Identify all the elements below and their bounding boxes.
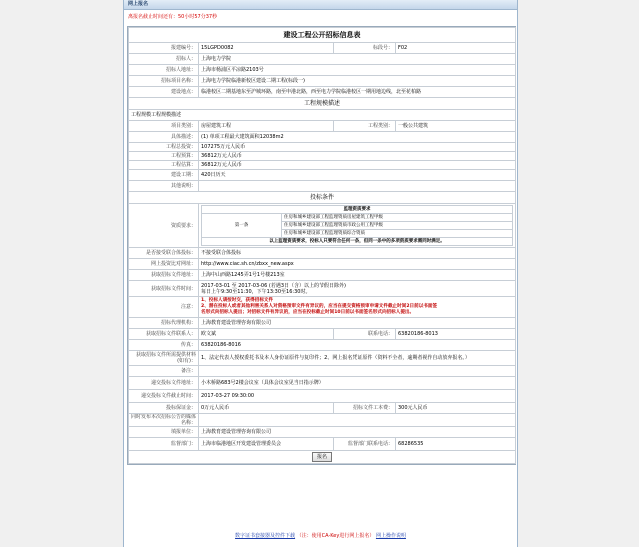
remark-label: 备注： [129, 366, 199, 377]
section-no-label: 标段号： [334, 43, 396, 54]
notice-label: 注意： [129, 297, 199, 318]
tel-value: 63820186-8013 [396, 329, 516, 340]
invest-label: 工程总投资： [129, 143, 199, 152]
location-value: 临港校区二期基地东至沪城环路，南至申港北路，西至电力学院临港校区一期用地边线，北至花柏路 [199, 87, 516, 98]
budget-value: 36812万元人民币 [199, 152, 516, 161]
qualification-item: 住房和城乡建设部工程监理资质综合资质 [282, 230, 513, 238]
submit-address-value: 小木桥路683号2楼会议室（具体会议室见当日指示牌） [199, 377, 516, 390]
tel-label: 联系电话： [334, 329, 396, 340]
qualification-group-label: 第一条 [202, 214, 282, 238]
section-no-value: F02 [396, 43, 516, 54]
other-value [199, 181, 516, 192]
content-label: 具体描述： [129, 132, 199, 143]
countdown-text: 离报名截止时间还有：50小时57分37秒 [128, 14, 218, 20]
tender-info-form [127, 26, 516, 465]
fee-value: 300元人民币 [396, 403, 516, 414]
agent-label: 招标代理机构： [129, 318, 199, 329]
notice-line: 名形式向招标人提出；对招标文件有异议的，应当在投标截止时间10日前以书面签名形式向招标人提出。 [201, 310, 415, 315]
tenderer-address-value: 上海市杨浦区平凉路2103号 [199, 65, 516, 76]
project-no-label: 报建编号： [129, 43, 199, 54]
other-label: 其他说明： [129, 181, 199, 192]
budget-label: 工程预算： [129, 152, 199, 161]
doc-time-label: 获取招标文件时间： [129, 281, 199, 297]
supervisor-tel-value: 68286535 [396, 438, 516, 451]
tenderer-label: 招标人： [129, 54, 199, 65]
item-type-value: 房屋建筑工程 [199, 121, 334, 132]
materials-label: 获取招标文件所需提供材料(如有)： [129, 351, 199, 366]
bond-value: 0万元人民币 [199, 403, 334, 414]
bond-label: 投标保证金： [129, 403, 199, 414]
invest-value: 107275万元人民币 [199, 143, 516, 152]
main-panel [123, 0, 518, 547]
site-label: 网上投资比对网址： [129, 259, 199, 270]
fax-value: 63820186-8016 [199, 340, 516, 351]
manual-link[interactable]: 网上操作说明 [375, 533, 406, 539]
qualification-table [201, 205, 513, 246]
fee-label: 招标文件工本费： [334, 403, 396, 414]
qualification-item: 住房和城乡建设部工程监理资质市政公用工程甲级 [282, 222, 513, 230]
panel-title: 网上报名 [124, 0, 517, 10]
deadline-label: 递交投标文件截止时间： [129, 390, 199, 403]
notice-line: 1、投标人请按时交，获得招标文件 [201, 298, 274, 303]
site-value: http://www.ciac.sh.cn/zbxx_new.aspx [199, 259, 516, 270]
project-name-value: 上海电力学院临港新校区建设二期工程(标段一) [199, 76, 516, 87]
unit-value: 上海教育建设管理咨询有限公司 [199, 427, 516, 438]
item-type-label: 项目类别： [129, 121, 199, 132]
consortium-label: 是否接受联合体投标： [129, 248, 199, 259]
bid-section-title: 投标条件 [129, 192, 516, 204]
footer [124, 532, 517, 539]
location-label: 建设地点： [129, 87, 199, 98]
eng-type-label: 工程类别： [334, 121, 396, 132]
media-label: 同时发布本次招标公告的媒体名称： [129, 414, 199, 427]
notice-value [199, 297, 516, 318]
qualification-item: 住房和城乡建设部工程监理资质房屋建筑工程甲级 [282, 214, 513, 222]
content-value: (1) 单项工程最大建筑面积12038m2 [199, 132, 516, 143]
doc-time-line: 每日上午9:30至11:30，下午13:30至16:30时。 [201, 288, 311, 295]
consortium-value: 不接受联合体投标 [199, 248, 516, 259]
unit-label: 填报单位： [129, 427, 199, 438]
submit-address-label: 递交投标文件地址： [129, 377, 199, 390]
qualification-box [199, 204, 516, 248]
doc-place-value: 上海中山西路1245弄1号1号楼213室 [199, 270, 516, 281]
eng-type-value: 一般公共建筑 [396, 121, 516, 132]
doc-time-line: 2017-03-01 至 2017-03-06 (若遇3日（含）以上的节假日除外) [201, 282, 346, 289]
contact-value: 欧文斌 [199, 329, 334, 340]
project-no-value: 15LGPD0082 [199, 43, 334, 54]
supervisor-tel-label: 监督部门联系电话： [334, 438, 396, 451]
form-title: 建设工程公开招标信息表 [129, 28, 516, 43]
contact-label: 获取招标文件联系人： [129, 329, 199, 340]
submit-row [129, 451, 516, 464]
estimate-value: 36812万元人民币 [199, 161, 516, 170]
fax-label: 传真： [129, 340, 199, 351]
register-button[interactable]: 报名 [312, 452, 332, 462]
remark-value [199, 366, 516, 377]
period-label: 建设工期： [129, 170, 199, 181]
estimate-label: 工程估算： [129, 161, 199, 170]
materials-value: 1、法定代表人授权委托书及本人身份证原件与复印件；2、网上报名凭证原件（资料不全者，逾期者视作自动放弃报名。） [199, 351, 516, 366]
scale-desc-label: 工程规模工程规模描述 [129, 110, 516, 121]
tenderer-address-label: 招标人地址： [129, 65, 199, 76]
media-value [199, 414, 516, 427]
ca-key-hint: （注：使用CA-Key进行网上报名） [296, 533, 375, 539]
agent-value: 上海教育建设管理咨询有限公司 [199, 318, 516, 329]
cert-download-link[interactable]: 数字证书套接器及控件下载 [235, 533, 296, 539]
supervisor-value: 上海市临港地区开发建设管理委员会 [199, 438, 334, 451]
period-value: 420日历天 [199, 170, 516, 181]
project-name-label: 招标项目名称： [129, 76, 199, 87]
tenderer-value: 上海电力学院 [199, 54, 516, 65]
scale-section-title: 工程规模描述 [129, 98, 516, 110]
qualification-label: 资质要求： [129, 204, 199, 248]
qualification-title: 监理资质要求 [202, 206, 513, 214]
supervisor-label: 监督部门： [129, 438, 199, 451]
qualification-note: 以上监理资质要求，投标人只要符合任何一条，但同一条中的多项资质要求需同时满足。 [202, 238, 513, 246]
notice-line: 2、潜在投标人或者其他利害关系人对资格预审文件有异议的，应当在提交资格预审申请文件截止时间2日前以书面签 [201, 304, 438, 309]
deadline-value: 2017-03-27 09:30:00 [199, 390, 516, 403]
doc-place-label: 获取招标文件地址： [129, 270, 199, 281]
doc-time-value [199, 281, 516, 297]
